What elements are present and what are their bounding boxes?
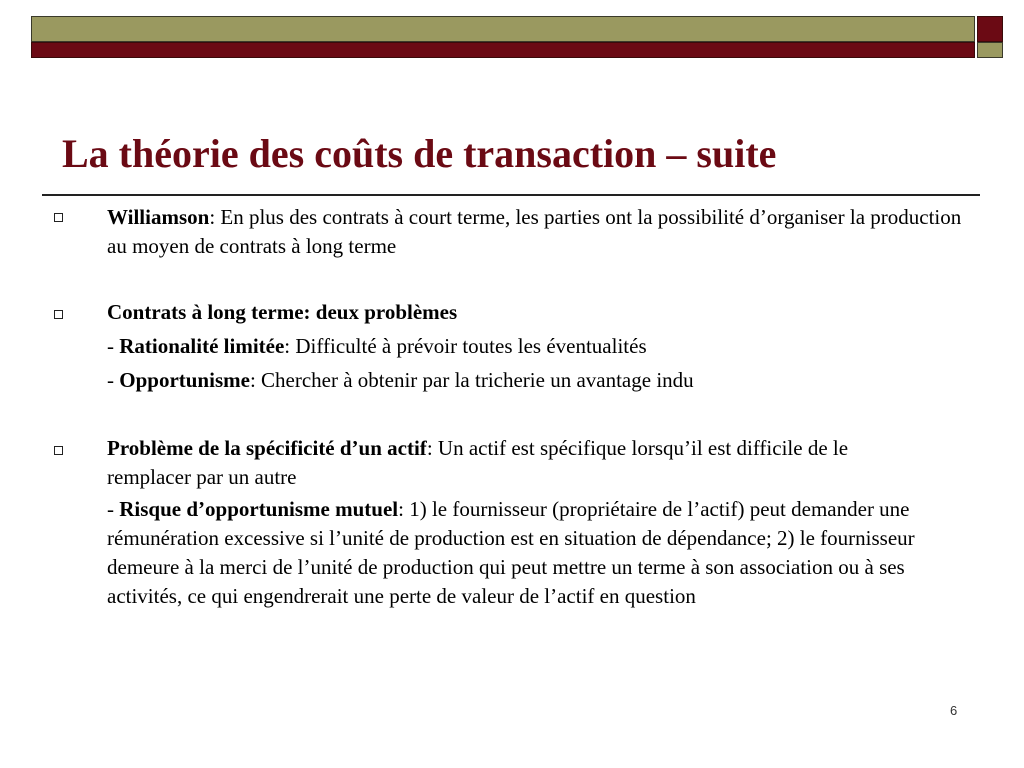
bullet-square-icon (54, 446, 63, 455)
bullet-square-icon (54, 310, 63, 319)
bullet-square-icon (54, 213, 63, 222)
bullet-item-specificite (107, 434, 897, 492)
sub-item-prefix: - (107, 497, 120, 521)
sub-item-text: : Chercher à obtenir par la tricherie un avantage indu (249, 368, 694, 392)
sub-item-text: : Difficulté à prévoir toutes les éventualités (284, 334, 647, 358)
bullet-bold-term: Williamson (107, 205, 210, 229)
bullet-bold-term: Problème de la spécificité d’un actif (107, 436, 427, 460)
slide-title: La théorie des coûts de transaction – suite (62, 131, 777, 176)
sub-item-text: : 1) le fournisseur (propriétaire de l’actif) peut demander une rémunération excessive si l’unité de production est en situation de dépendance; 2) le fournisseur demeure à la merci de l’unité de production qui peut mettre un terme à son association ou à ses activités, ce qui engendrerait une perte de valeur de l’actif en question (107, 497, 915, 608)
sub-item-bold-term: Opportunisme (119, 368, 250, 392)
bullet-item-contrats (107, 298, 967, 327)
header-corner-maroon (977, 16, 1003, 42)
title-divider (42, 194, 980, 196)
header-banner-maroon (31, 42, 975, 58)
bullet-bold-term: Contrats à long terme: deux problèmes (107, 300, 458, 324)
sub-item-bold-term: Risque d’opportunisme mutuel (119, 497, 399, 521)
sub-item-opportunisme (107, 366, 967, 395)
page-number: 6 (950, 703, 958, 718)
sub-item-risque (107, 495, 969, 611)
bullet-text: : En plus des contrats à court terme, les parties ont la possibilité d’organiser la production au moyen de contrats à long terme (107, 205, 962, 258)
sub-item-rationalite (107, 332, 967, 361)
sub-item-bold-term: Rationalité limitée (119, 334, 285, 358)
header-corner-olive (977, 42, 1003, 58)
sub-item-prefix: - (107, 334, 120, 358)
bullet-text: : Un actif est spécifique lorsqu’il est difficile de le remplacer par un autre (107, 436, 849, 489)
bullet-item-williamson (107, 203, 967, 261)
sub-item-prefix: - (107, 368, 120, 392)
header-banner-olive (31, 16, 975, 42)
